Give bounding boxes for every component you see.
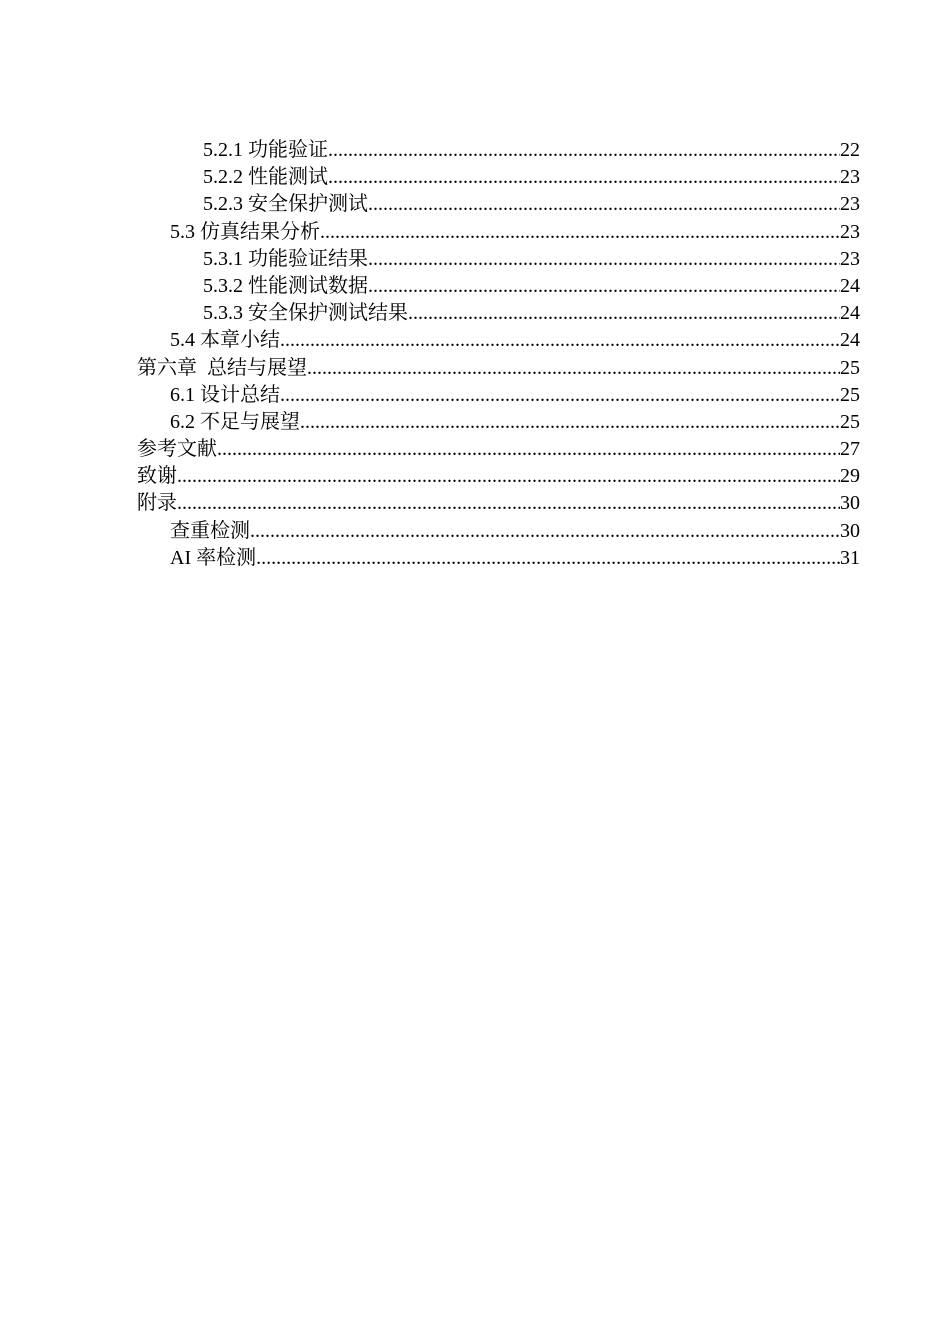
toc-dot-leader [368, 246, 840, 273]
toc-entry-chapter-6[interactable] [137, 355, 860, 382]
toc-entry-title: 6.1 设计总结 [170, 383, 280, 406]
toc-page-number: 30 [840, 519, 860, 542]
toc-page-number: 23 [840, 166, 860, 189]
toc-page-number: 23 [840, 220, 860, 243]
toc-entry-title: 5.2.1 功能验证 [203, 139, 328, 161]
toc-dot-leader [256, 545, 840, 572]
toc-dot-leader [307, 355, 840, 382]
toc-page-number: 24 [840, 274, 860, 297]
toc-page-number: 31 [840, 546, 860, 569]
toc-page-number: 25 [840, 410, 860, 433]
toc-entry-references[interactable] [137, 436, 860, 463]
toc-page-number: 22 [840, 139, 860, 161]
toc-entry-5-2-2[interactable] [137, 164, 860, 191]
toc-entry-title: 致谢 [137, 465, 177, 488]
toc-dot-leader [328, 164, 840, 191]
toc-dot-leader [177, 463, 840, 490]
toc-page-number: 23 [840, 193, 860, 216]
toc-dot-leader [368, 191, 840, 218]
toc-entry-5-3-2[interactable] [137, 273, 860, 300]
toc-dot-leader [280, 382, 840, 409]
toc-entry-5-3-3[interactable] [137, 300, 860, 327]
toc-entry-title: AI 率检测 [170, 546, 257, 569]
toc-page-number: 27 [840, 438, 860, 461]
toc-page-number: 23 [840, 247, 860, 270]
toc-entry-title: 5.2.2 性能测试 [203, 166, 328, 189]
toc-dot-leader [177, 490, 840, 517]
toc-dot-leader [250, 518, 840, 545]
toc-entry-title: 查重检测 [170, 519, 250, 542]
toc-entry-title: 附录 [137, 492, 177, 515]
toc-entry-5-2-1[interactable] [137, 137, 860, 164]
toc-entry-5-4[interactable] [137, 327, 860, 354]
toc-entry-title: 5.4 本章小结 [170, 329, 280, 352]
toc-page-number: 29 [840, 465, 860, 488]
toc-dot-leader [328, 137, 840, 164]
toc-entry-title: 5.3.1 功能验证结果 [203, 247, 368, 270]
toc-page-number: 30 [840, 492, 860, 515]
toc-entry-title: 6.2 不足与展望 [170, 410, 300, 433]
toc-dot-leader [368, 273, 840, 300]
toc-entry-title: 第六章 总结与展望 [137, 356, 307, 379]
toc-entry-6-1[interactable] [137, 382, 860, 409]
toc-entry-title: 5.3.2 性能测试数据 [203, 274, 368, 297]
toc-entry-title: 参考文献 [137, 438, 217, 461]
table-of-contents [137, 137, 860, 572]
toc-dot-leader [408, 300, 840, 327]
toc-page-number: 25 [840, 356, 860, 379]
toc-dot-leader [280, 327, 840, 354]
toc-page-number: 25 [840, 383, 860, 406]
toc-entry-title: 5.3.3 安全保护测试结果 [203, 302, 408, 325]
toc-entry-5-3[interactable] [137, 219, 860, 246]
toc-entry-6-2[interactable] [137, 409, 860, 436]
toc-entry-ai-rate-check[interactable] [137, 545, 860, 572]
toc-dot-leader [300, 409, 840, 436]
toc-entry-title: 5.2.3 安全保护测试 [203, 193, 368, 216]
toc-dot-leader [217, 436, 840, 463]
toc-entry-plagiarism-check[interactable] [137, 518, 860, 545]
toc-entry-acknowledgements[interactable] [137, 463, 860, 490]
toc-entry-5-2-3[interactable] [137, 191, 860, 218]
toc-entry-title: 5.3 仿真结果分析 [170, 220, 320, 243]
toc-entry-5-3-1[interactable] [137, 246, 860, 273]
toc-entry-appendix[interactable] [137, 490, 860, 517]
toc-page-number: 24 [840, 302, 860, 325]
toc-dot-leader [320, 219, 840, 246]
toc-page-number: 24 [840, 329, 860, 352]
